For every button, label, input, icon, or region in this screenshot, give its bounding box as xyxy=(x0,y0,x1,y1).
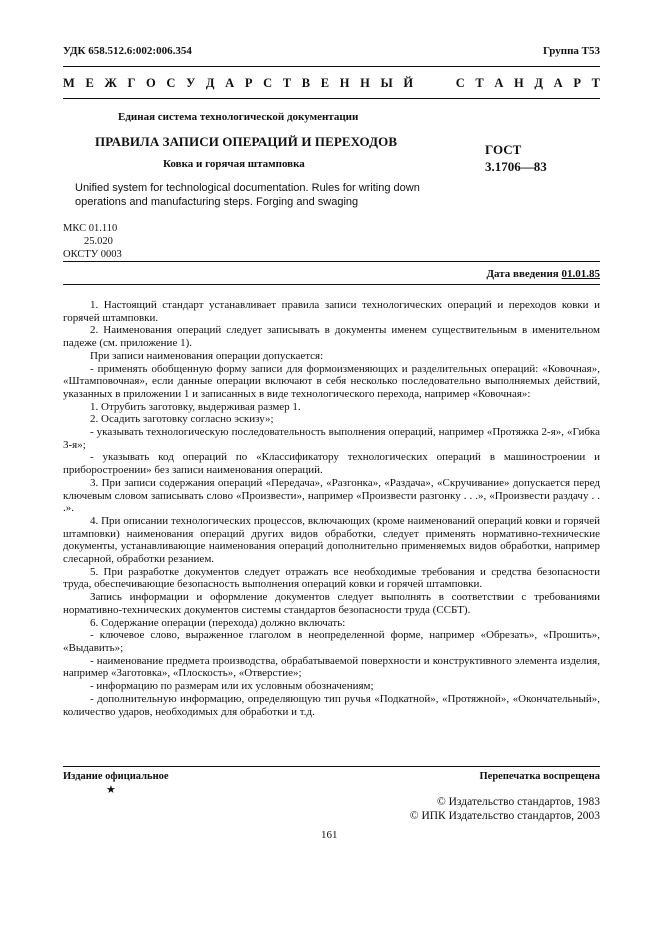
body-paragraph: 1. Отрубить заготовку, выдерживая размер 1. xyxy=(90,400,301,413)
body-paragraph: 4. При описании технологических процессов, включающих (кроме наименований операций ковки и горячей штамповки) наименования операций других видов обработки, следует применять нормативно-технические документы, устанавливающие наименования операций дополнительно применяемых видов обработки, например слесарной, обработки резанием. xyxy=(63,514,600,566)
reprint-prohibited: Перепечатка воспрещена xyxy=(479,771,600,782)
banner-letter: А xyxy=(494,76,504,90)
classification-codes xyxy=(63,222,122,261)
udk-code: УДК 658.512.6:002:006.354 xyxy=(63,45,192,57)
body-paragraph: 2. Осадить заготовку согласно эскизу»; xyxy=(90,413,274,426)
body-paragraph: - наименование предмета производства, обрабатываемой поверхности и конструктивного элемента изделия, например «Заготовка», «Плоскость», «Отверстие»; xyxy=(63,654,600,680)
banner-letter: Н xyxy=(339,76,350,90)
standard-body-text xyxy=(63,299,600,718)
body-paragraph: 6. Содержание операции (перехода) должно включать: xyxy=(90,616,346,629)
footer-rule xyxy=(63,766,600,767)
banner-letter: Е xyxy=(85,76,94,90)
banner-letter: Н xyxy=(360,76,370,90)
body-paragraph: - применять обобщенную форму записи для формоизменяющих и разделительных операций: «Ковочная», «Штамповочная», если данные операции включают в себя несколько последовательно выполняемых действий, указанных в приложении 1 и записанных в виде технологического перехода, например «Ковочная»: xyxy=(63,362,600,400)
top-rule xyxy=(63,66,600,67)
body-paragraph: - информацию по размерам или их условным обозначениям; xyxy=(90,680,374,693)
body-paragraph: 3. При записи содержания операций «Передача», «Разгонка», «Раздача», «Скручивание» допускается перед ключевым словом записывать слово «Произвести», например «Произвести разгонку . . .», «Произвести раздачу . . .». xyxy=(63,476,600,515)
banner-letter: В xyxy=(301,76,311,90)
copyright-line-1: © Издательство стандартов, 1983 xyxy=(436,796,600,808)
banner-letter: Ж xyxy=(104,76,117,90)
document-subtitle: Ковка и горячая штамповка xyxy=(163,158,305,170)
system-name: Единая система технологической документации xyxy=(118,111,359,123)
banner-letter: Г xyxy=(127,76,136,90)
classification-rule xyxy=(63,261,600,262)
body-paragraph: Запись информации и оформление документов следует выполнять в соответствии с требованиями нормативно-технических документов системы стандартов безопасности труда (ССБТ). xyxy=(63,591,600,616)
star-icon: ★ xyxy=(106,784,116,796)
body-paragraph: 1. Настоящий стандарт устанавливает правила записи технологических операций и переходов ковки и горячей штамповки. xyxy=(63,299,600,324)
body-paragraph: - указывать технологическую последовательность выполнения операций, например «Протяжка 2-я», «Гибка 3-я»; xyxy=(63,426,600,451)
gost-number: 3.1706—83 xyxy=(485,159,547,174)
banner-letter: Т xyxy=(282,76,292,90)
banner-letter: Р xyxy=(573,76,581,90)
banner-letter: У xyxy=(186,76,196,90)
banner-letter: Д xyxy=(534,76,544,90)
date-rule xyxy=(63,284,600,285)
banner-letter: Ы xyxy=(380,76,393,90)
body-paragraph: 5. При разработке документов следует отражать все необходимые требования и средства безопасности труда, обеспечивающие безопасность выполнения операций ковки и горячей штамповки. xyxy=(63,565,600,591)
body-paragraph: При записи наименования операции допускается: xyxy=(90,349,324,362)
body-paragraph: 2. Наименования операций следует записывать в документы именем существительным в именительном падеже (см. приложение 1). xyxy=(63,324,600,350)
body-paragraph: - дополнительную информацию, определяющую тип ручья «Подкатной», «Протяжной», «Окончательный», количество ударов, необходимых для обработки и т.д. xyxy=(63,692,600,718)
intro-date-label: Дата введения xyxy=(486,268,562,280)
okstu-code: ОКСТУ 0003 xyxy=(63,249,122,260)
document-title: ПРАВИЛА ЗАПИСИ ОПЕРАЦИЙ И ПЕРЕХОДОВ xyxy=(95,134,398,149)
introduction-date xyxy=(486,268,600,280)
banner-letter: Т xyxy=(591,76,600,90)
body-paragraph: - указывать код операций по «Классификатору технологических операций в машиностроении и приборостроении» без записи наименования операций. xyxy=(63,451,600,477)
banner-letter: Д xyxy=(205,76,215,90)
body-paragraph: - ключевое слово, выраженное глаголом в неопределенной форме, например «Обрезать», «Прошить», «Выдавить»; xyxy=(63,629,600,654)
banner-letter: А xyxy=(553,76,563,90)
banner-letter: Н xyxy=(514,76,524,90)
intro-date-value: 01.01.85 xyxy=(561,268,600,280)
group-code: Группа Т53 xyxy=(542,45,600,57)
banner-letter: С xyxy=(166,76,176,90)
english-title: Unified system for technological documentation. Rules for writing down operations and manufacturing steps. Forging and swaging xyxy=(75,182,420,208)
banner-letter: Е xyxy=(320,76,330,90)
gost-label: ГОСТ xyxy=(485,142,522,157)
banner-letter: А xyxy=(225,76,235,90)
banner-letter: Т xyxy=(475,76,484,90)
copyright-block xyxy=(410,795,600,823)
interstate-standard-banner xyxy=(63,76,600,91)
mks-code-2: 25.020 xyxy=(63,236,113,247)
banner-letter: С xyxy=(455,76,465,90)
official-edition: Издание официальное xyxy=(63,771,169,782)
banner-letter: О xyxy=(146,76,156,90)
page-number: 161 xyxy=(321,829,338,841)
banner-letter: Р xyxy=(244,76,253,90)
banner-letter: С xyxy=(263,76,273,90)
banner-rule xyxy=(63,98,600,99)
mks-code-1: МКС 01.110 xyxy=(63,223,118,234)
banner-letter: М xyxy=(63,76,75,90)
gost-designation xyxy=(485,141,547,175)
banner-letter: Й xyxy=(403,76,414,90)
copyright-line-2: © ИПК Издательство стандартов, 2003 xyxy=(409,810,600,822)
